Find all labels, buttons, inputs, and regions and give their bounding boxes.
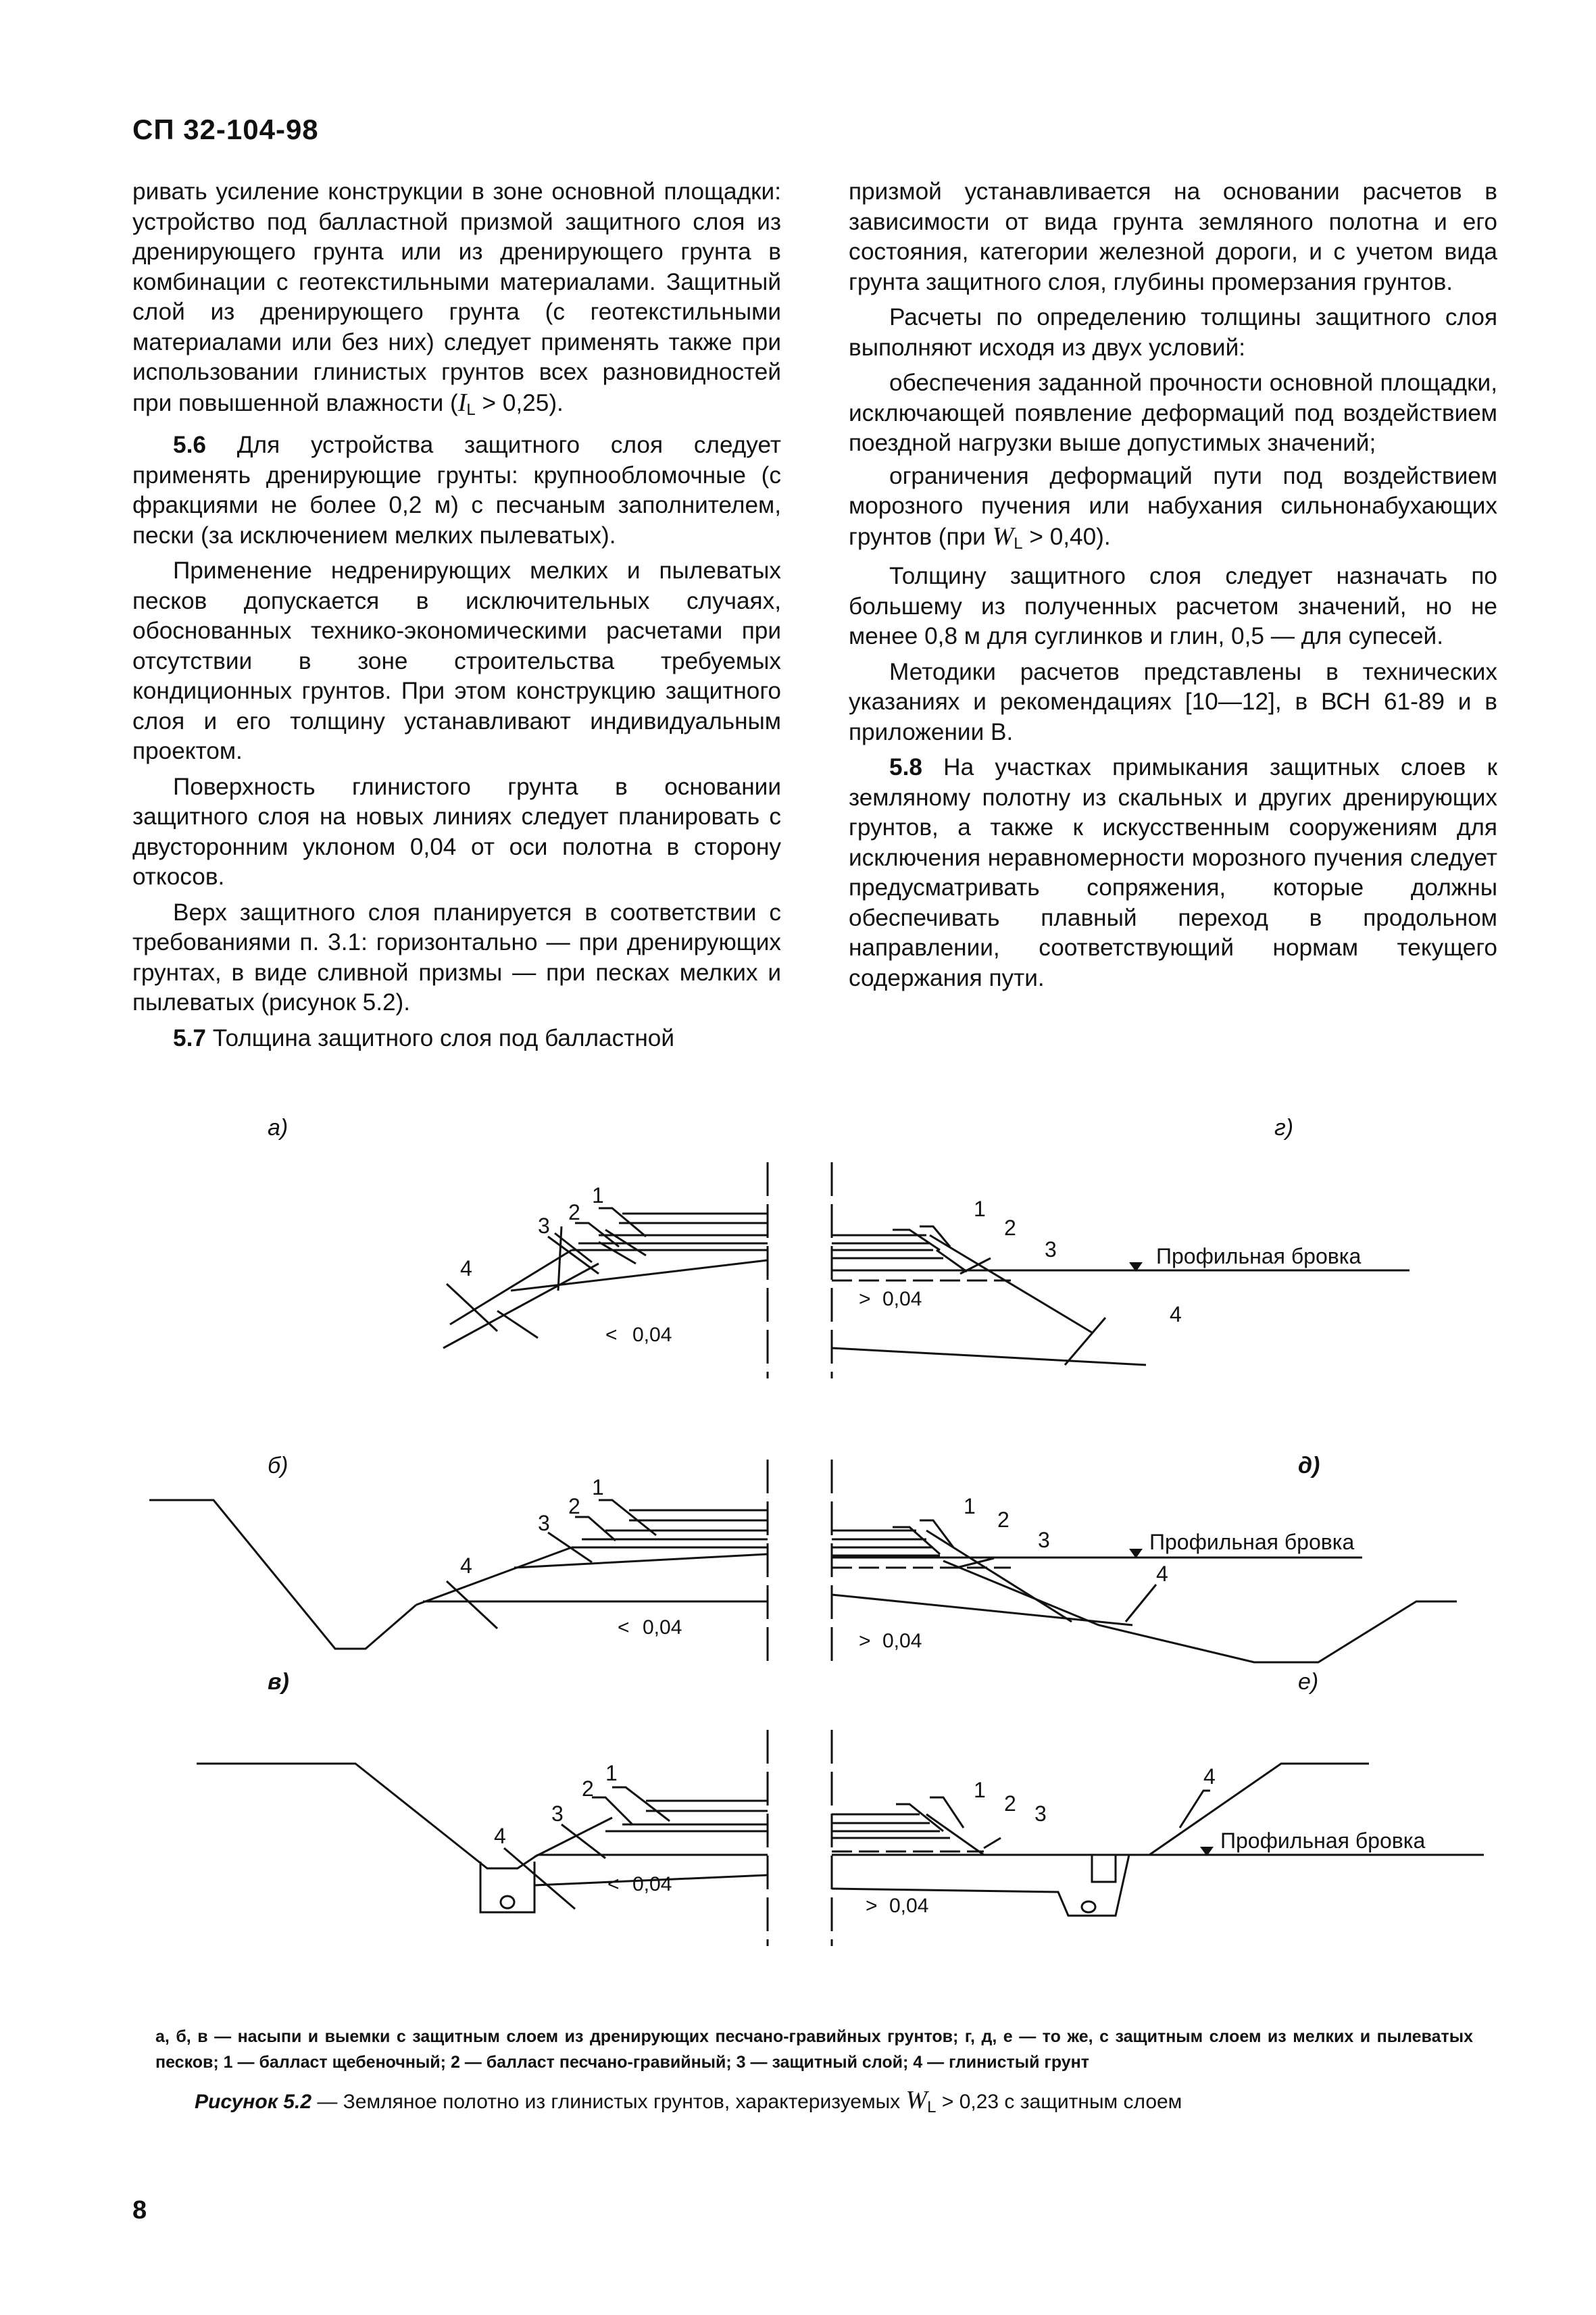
paragraph-text: ривать усиление конструкции в зоне основной площадки: устройство под балластной призмой защитного слоя из дренирующего грунта или из дренирующего грунта в комбинации с геотекстильными материалами. Защитный слой из дренирующего грунта (с геотекстильными материалами или без них) следует применять также при использовании глинистых грунтов всех разновидностей при повышенной влажности (	[132, 178, 781, 416]
clause-number: 5.7	[173, 1024, 206, 1051]
callout-1: 1	[974, 1197, 986, 1221]
callout-3: 3	[1038, 1528, 1050, 1552]
profile-edge-label: Профильная бровка	[1156, 1244, 1362, 1268]
subscript: L	[927, 2098, 937, 2116]
callout-4: 4	[1203, 1764, 1216, 1789]
document-code: СП 32-104-98	[132, 114, 319, 145]
callout-3: 3	[1045, 1237, 1057, 1262]
paragraph	[132, 177, 781, 425]
panel-d-drawing	[832, 1460, 1457, 1669]
slope-label: 0,04	[632, 1873, 672, 1895]
callout-2: 2	[1004, 1216, 1016, 1240]
caption-text: > 0,23 с защитным слоем	[936, 2091, 1182, 2113]
clause-5-7	[132, 1024, 781, 1054]
callout-4: 4	[1156, 1562, 1168, 1586]
callout-3: 3	[538, 1511, 550, 1535]
callout-4: 4	[460, 1553, 472, 1578]
callout-4: 4	[1170, 1302, 1182, 1326]
paragraph-text: > 0,25).	[475, 389, 564, 416]
clause-5-6	[132, 430, 781, 551]
paragraph: Методики расчетов представлены в технических указаниях и рекомендациях [10—12], в ВСН 61-89 и в приложении В.	[849, 658, 1497, 745]
callout-2: 2	[568, 1200, 580, 1224]
callout-4: 4	[460, 1256, 472, 1280]
callout-2: 2	[997, 1508, 1009, 1532]
paragraph: обеспечения заданной прочности основной площадки, исключающей появление деформаций под воздействием поездной нагрузки выше допустимых значений;	[849, 370, 1497, 456]
callout-1: 1	[592, 1475, 604, 1499]
clause-text: Для устройства защитного слоя следует применять дренирующие грунты: крупнообломочные (с фракциями не более 0,2 м) с песчаным заполнителем, пески (за исключением мелких пылеватых).	[132, 432, 781, 549]
variable: I	[457, 388, 467, 417]
clause-5-8	[849, 753, 1497, 993]
figure-caption	[195, 2087, 1478, 2121]
clause-text: На участках примыкания защитных слоев к земляному полотну из скальных и других дренирующих грунтов, а также к искусственным сооружениям для исключения неравномерности морозного пучения следует предусматривать сопряжения, которые должны обеспечивать плавный переход в продольном направлении, соответствующий нормам текущего содержания пути.	[849, 754, 1497, 991]
slope-arrow-icon: <	[618, 1616, 630, 1639]
callout-2: 2	[1004, 1791, 1016, 1816]
page-number: 8	[132, 2196, 147, 2224]
clause-number: 5.6	[173, 432, 206, 458]
figure-legend: а, б, в — насыпи и выемки с защитным слоем из дренирующих песчано-гравийных грунтов; г, д, е — то же, с защитным слоем из мелких и пылеватых песков; 1 — балласт щебеночный; 2 — балласт песчано-гравийный; 3 — защитный слой; 4 — глинистый грунт	[155, 2027, 1473, 2072]
callout-1: 1	[974, 1778, 986, 1802]
slope-arrow-icon: >	[859, 1288, 871, 1310]
panel-label-b: б)	[268, 1453, 289, 1478]
panel-v-drawing	[197, 1730, 768, 1946]
callout-2: 2	[582, 1776, 594, 1801]
callout-1: 1	[605, 1761, 618, 1785]
left-column	[132, 177, 781, 1059]
panel-g-drawing	[832, 1162, 1410, 1378]
paragraph: Расчеты по определению толщины защитного слоя выполняют исходя из двух условий:	[849, 304, 1497, 361]
caption-text: — Земляное полотно из глинистых грунтов, характеризуемых	[311, 2091, 906, 2113]
slope-arrow-icon: <	[605, 1324, 618, 1346]
paragraph: Верх защитного слоя планируется в соответствии с требованиями п. 3.1: горизонтально — при дренирующих грунтах, в виде сливной призмы — при песках мелких и пылеватых (рисунок 5.2).	[132, 899, 781, 1016]
paragraph-text: ограничения деформаций пути под воздействием морозного пучения или набухания сильнонабухающих грунтов (при	[849, 462, 1497, 550]
profile-edge-label: Профильная бровка	[1220, 1828, 1426, 1853]
slope-label: 0,04	[632, 1324, 672, 1346]
right-column	[849, 177, 1497, 999]
paragraph: Применение недренирующих мелких и пылеватых песков допускается в исключительных случаях, обоснованных технико-экономическими расчетами при отсутствии в зоне строительства требуемых кондиционных грунтов. При этом конструкцию защитного слоя и его толщину устанавливают индивидуальным проектом.	[132, 557, 781, 764]
panel-a-drawing	[443, 1162, 768, 1378]
callout-3: 3	[538, 1214, 550, 1238]
paragraph	[849, 462, 1497, 559]
variable: W	[905, 2086, 928, 2114]
callout-3: 3	[1034, 1801, 1047, 1826]
callout-1: 1	[592, 1183, 604, 1208]
paragraph-text: > 0,40).	[1022, 523, 1111, 550]
slope-label: 0,04	[889, 1895, 929, 1917]
callout-3: 3	[551, 1801, 564, 1826]
clause-number: 5.8	[889, 754, 922, 780]
paragraph: призмой устанавливается на основании расчетов в зависимости от вида грунта земляного полотна и его состояния, категории железной дороги, и с учетом вида грунта защитного слоя, глубины промерзания грунтов.	[849, 178, 1497, 295]
panel-label-d: д)	[1298, 1453, 1320, 1478]
paragraph: Поверхность глинистого грунта в основании защитного слоя на новых линиях следует планировать с двусторонним уклоном 0,04 от оси полотна в сторону откосов.	[132, 773, 781, 890]
slope-label: 0,04	[882, 1630, 922, 1652]
slope-label: 0,04	[643, 1616, 682, 1639]
panel-label-v: в)	[268, 1669, 289, 1695]
paragraph: Толщину защитного слоя следует назначать по большему из полученных расчетом значений, но не менее 0,8 м для суглинков и глин, 0,5 — для супесей.	[849, 563, 1497, 649]
slope-arrow-icon: <	[607, 1873, 620, 1895]
callout-2: 2	[568, 1494, 580, 1518]
clause-text: Толщина защитного слоя под балластной	[205, 1024, 674, 1051]
slope-arrow-icon: >	[859, 1630, 871, 1652]
panel-label-e: е)	[1298, 1669, 1319, 1695]
subscript: L	[466, 400, 476, 419]
callout-4: 4	[494, 1824, 506, 1848]
panel-label-a: а)	[268, 1115, 289, 1141]
callout-1: 1	[964, 1494, 976, 1518]
cross-section-diagrams	[132, 1081, 1484, 2014]
caption-label: Рисунок 5.2	[195, 2091, 311, 2113]
slope-arrow-icon: >	[866, 1895, 878, 1917]
figure-5-2	[132, 1081, 1484, 2014]
slope-label: 0,04	[882, 1288, 922, 1310]
variable: W	[992, 522, 1014, 551]
subscript: L	[1014, 534, 1023, 553]
panel-label-g: г)	[1274, 1115, 1294, 1141]
profile-edge-label: Профильная бровка	[1149, 1530, 1355, 1554]
